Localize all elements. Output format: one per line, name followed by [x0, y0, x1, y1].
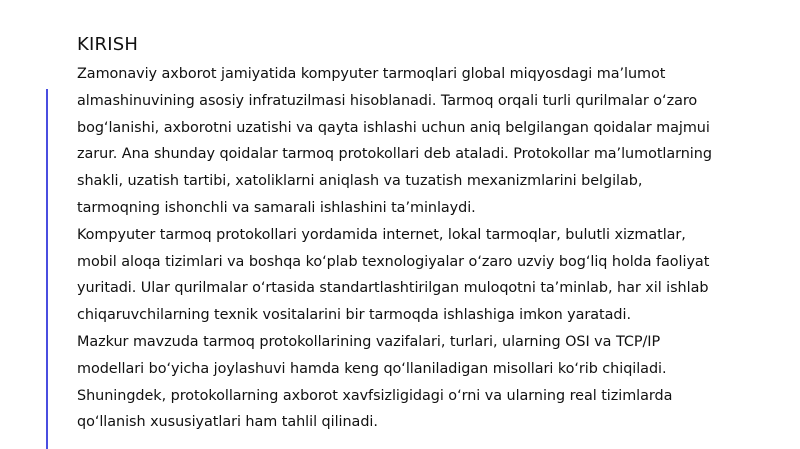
- text-line: mobil aloqa tizimlari va boshqa ko‘plab texnologiyalar o‘zaro uzviy bog‘liq holda faoliyat: [77, 253, 710, 270]
- change-bar: [46, 89, 48, 449]
- text-line: tarmoqning ishonchli va samarali ishlashini ta’minlaydi.: [77, 199, 476, 216]
- text-line: Zamonaviy axborot jamiyatida kompyuter tarmoqlari global miqyosdagi ma’lumot: [77, 66, 666, 82]
- text-line: shakli, uzatish tartibi, xatoliklarni aniqlash va tuzatish mexanizmlarini belgilab,: [77, 173, 643, 190]
- text-line: Kompyuter tarmoq protokollari yordamida internet, lokal tarmoqlar, bulutli xizmatlar,: [77, 226, 686, 243]
- text-line: almashinuvining asosiy infratuzilmasi hisoblanadi. Tarmoq orqali turli qurilmalar o‘zaro: [77, 92, 698, 109]
- text-line: zarur. Ana shunday qoidalar tarmoq protokollari deb ataladi. Protokollar ma’lumotlarning: [77, 146, 712, 163]
- document-body: [77, 33, 757, 436]
- section-heading: KIRISH: [77, 34, 139, 55]
- text-line: chiqaruvchilarning texnik vositalarini bir tarmoqda ishlashiga imkon yaratadi.: [77, 307, 631, 324]
- paragraph-3: [77, 329, 757, 436]
- paragraph-1: [77, 61, 757, 222]
- text-line: qo‘llanish xususiyatlari ham tahlil qilinadi.: [77, 414, 378, 431]
- paragraph-2: [77, 222, 757, 329]
- text-line: yuritadi. Ular qurilmalar o‘rtasida standartlashtirilgan muloqotni ta’minlab, har xil ishlab: [77, 280, 709, 297]
- text-line: modellari bo‘yicha joylashuvi hamda keng qo‘llaniladigan misollari ko‘rib chiqiladi.: [77, 360, 667, 377]
- text-line: Mazkur mavzuda tarmoq protokollarining vazifalari, turlari, ularning OSI va TCP/IP: [77, 333, 661, 350]
- text-line: bog‘lanishi, axborotni uzatishi va qayta ishlashi uchun aniq belgilangan qoidalar majmui: [77, 119, 710, 136]
- text-line: Shuningdek, protokollarning axborot xavfsizligidagi o‘rni va ularning real tizimlarda: [77, 387, 673, 404]
